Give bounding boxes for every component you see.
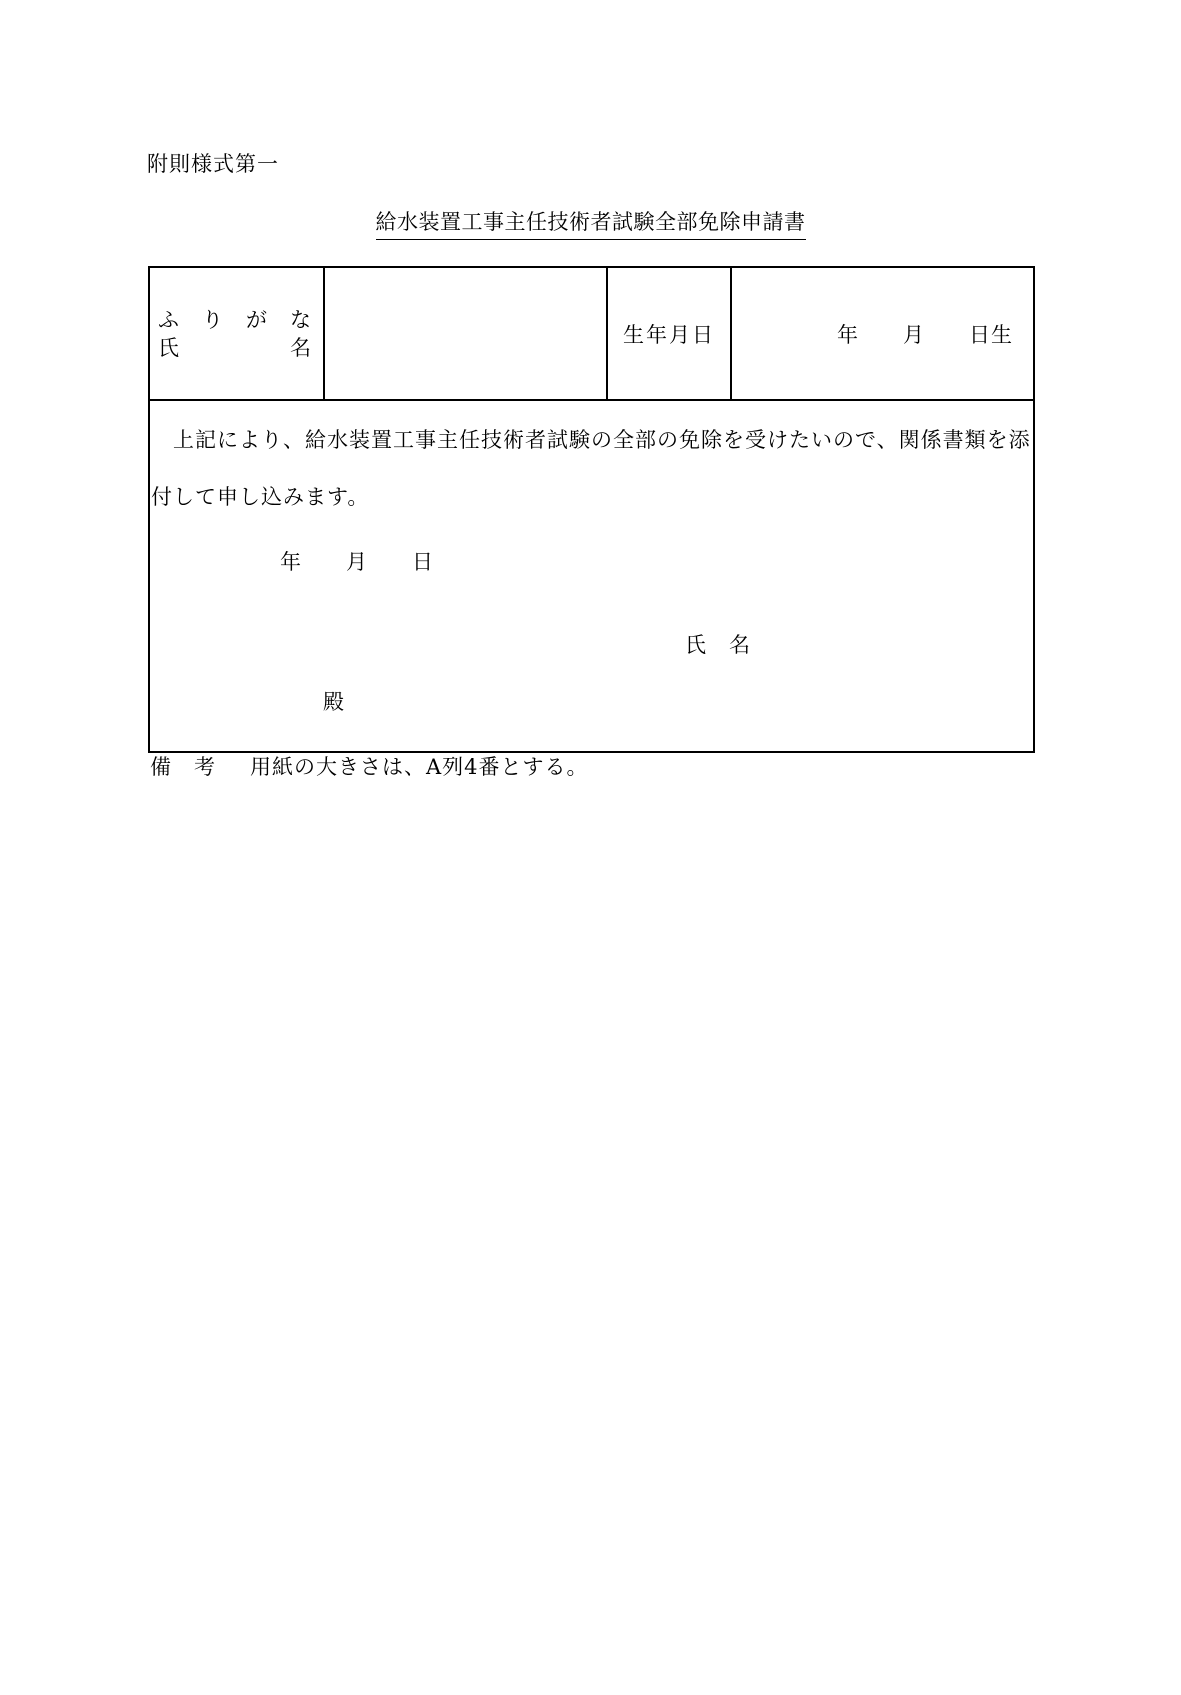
application-form-table: [148, 266, 1035, 753]
application-body-row: [149, 400, 1034, 752]
application-date-line: 年 月 日: [280, 550, 434, 574]
application-body-cell: [149, 400, 1034, 752]
remarks-line: [150, 751, 589, 781]
name-input-cell[interactable]: [324, 267, 607, 400]
remarks-label: 備 考: [150, 755, 216, 779]
furigana-label: ふ り が な: [158, 307, 312, 332]
form-number-label: 附則様式第一: [147, 152, 279, 176]
name-label: 氏 名: [158, 335, 312, 360]
name-birthdate-row: [149, 267, 1034, 400]
title-row: [0, 206, 1181, 240]
name-label-cell: [149, 267, 324, 400]
birthdate-label-cell: 生年月日: [607, 267, 731, 400]
application-statement: 上記により、給水装置工事主任技術者試験の全部の免除を受けたいので、関係書類を添付して申し込みます。: [151, 428, 1031, 509]
remarks-text: 用紙の大きさは、A列4番とする。: [250, 755, 589, 779]
document-title: 給水装置工事主任技術者試験全部免除申請書: [376, 206, 806, 240]
birthdate-value-cell: 年 月 日生: [731, 267, 1034, 400]
addressee-honorific: 殿: [323, 690, 344, 714]
applicant-name-line: 氏 名: [685, 633, 751, 657]
